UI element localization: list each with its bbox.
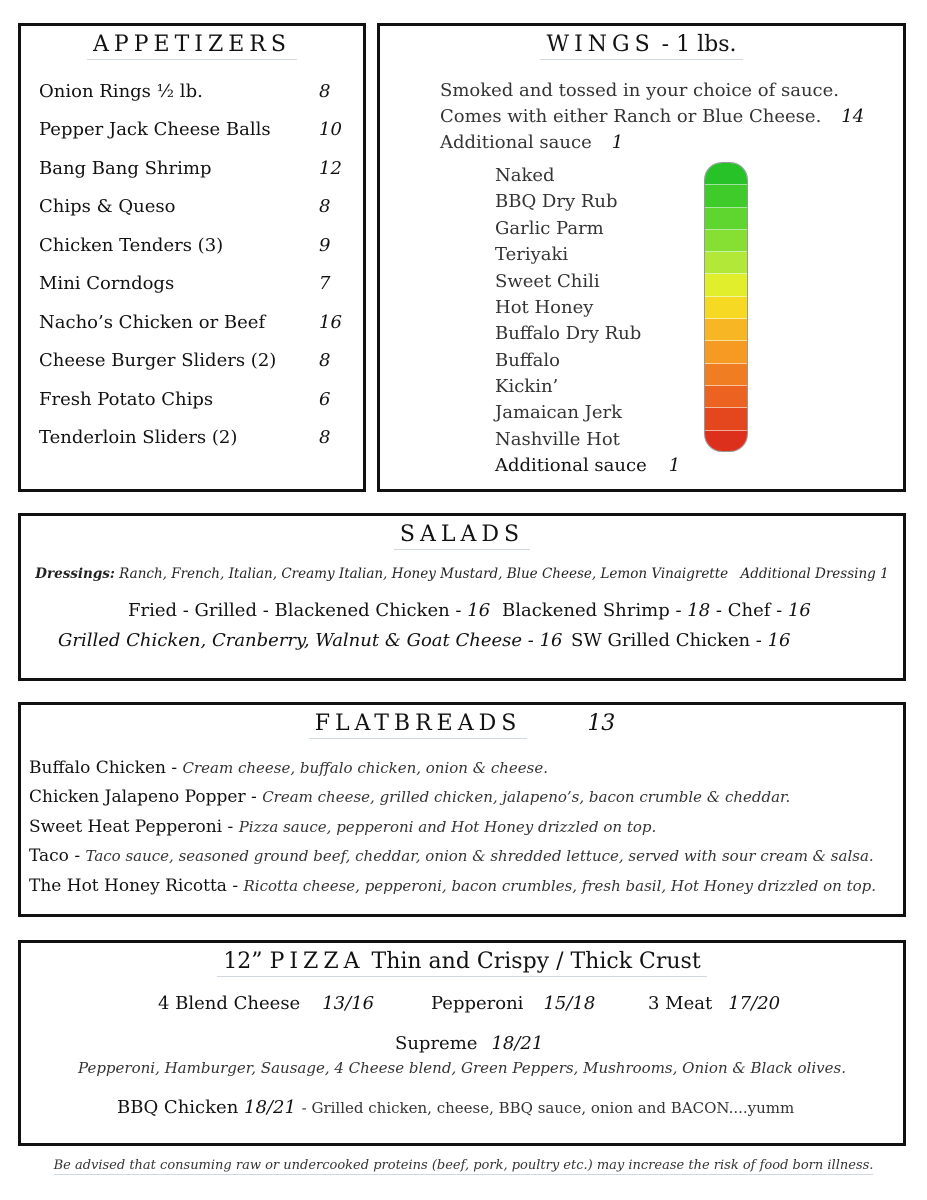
flatbread-item: Taco - Taco sauce, seasoned ground beef, cheddar, onion & shredded lettuce, served with sour cream & salsa. (29, 846, 874, 866)
food-safety-disclaimer: Be advised that consuming raw or undercooked proteins (beef, pork, poultry etc.) may increase the risk of food born illness. (53, 1158, 874, 1173)
heat-segment (705, 185, 747, 207)
pizza-pepperoni: Pepperoni 15/18 (431, 993, 596, 1014)
heat-segment (705, 386, 747, 408)
appetizer-name: Nacho’s Chicken or Beef (39, 312, 266, 333)
wings-title: WINGS - 1 lbs. (380, 32, 903, 60)
pizza-size: 12” (223, 949, 263, 974)
heat-segment (705, 274, 747, 296)
salad-sw-chicken: SW Grilled Chicken - 16 (571, 630, 791, 651)
pizza-price: 18/21 (491, 1033, 544, 1054)
flatbreads-price: 13 (587, 711, 616, 736)
heat-segment (705, 431, 747, 452)
flatbread-name: Taco (29, 846, 69, 866)
salad-chicken: Fried - Grilled - Blackened Chicken - 16 (128, 600, 491, 621)
heat-segment (705, 230, 747, 252)
pizza-3-meat: 3 Meat 17/20 (648, 993, 781, 1014)
additional-sauce-price: 1 (611, 132, 624, 153)
pizza-cheese: 4 Blend Cheese 13/16 (158, 993, 375, 1014)
appetizer-name: Cheese Burger Sliders (2) (39, 350, 277, 371)
flatbread-item: Chicken Jalapeno Popper - Cream cheese, grilled chicken, jalapeno’s, bacon crumble & cheddar. (29, 787, 791, 807)
appetizers-section (18, 23, 366, 492)
appetizer-name: Mini Corndogs (39, 273, 175, 294)
sauce-additional-price: 1 (668, 455, 681, 476)
pizza-price: 18/21 (244, 1097, 296, 1118)
salads-title: SALADS (21, 522, 903, 550)
pizza-section (18, 940, 906, 1146)
appetizer-item (39, 79, 339, 105)
appetizer-item (39, 117, 342, 143)
wings-price: 14 (841, 106, 865, 127)
flatbreads-title: FLATBREADS 13 (21, 711, 903, 739)
salad-price: 16 (467, 600, 491, 621)
salad-shrimp-chef: Blackened Shrimp - 18 - Chef - 16 (502, 600, 811, 621)
sauce-item: Sweet Chili (495, 271, 600, 292)
heat-segment (705, 208, 747, 230)
appetizer-item (39, 425, 339, 451)
appetizer-price: 8 (319, 81, 331, 102)
heat-scale-bar (704, 162, 748, 452)
appetizer-price: 9 (319, 235, 331, 256)
sauce-item: Nashville Hot (495, 429, 620, 450)
heat-segment (705, 364, 747, 386)
heat-segment (705, 252, 747, 274)
flatbread-desc: Cream cheese, buffalo chicken, onion & cheese. (182, 759, 548, 777)
appetizer-item (39, 387, 339, 413)
appetizer-name: Onion Rings ½ lb. (39, 81, 203, 102)
heat-segment (705, 319, 747, 341)
appetizer-item (39, 310, 342, 336)
pizza-bbq-desc: Grilled chicken, cheese, BBQ sauce, onion and BACON....yumm (311, 1099, 795, 1117)
appetizer-item (39, 348, 339, 374)
sauce-item: BBQ Dry Rub (495, 191, 618, 212)
appetizer-price: 16 (319, 312, 342, 333)
appetizer-price: 8 (319, 350, 331, 371)
appetizer-price: 8 (319, 427, 331, 448)
dressings-list: Ranch, French, Italian, Creamy Italian, Honey Mustard, Blue Cheese, Lemon Vinaigrette (119, 566, 729, 582)
pizza-title: 12” PIZZA Thin and Crispy / Thick Crust (21, 949, 903, 977)
sauce-item: Jamaican Jerk (495, 402, 623, 423)
pizza-supreme: Supreme 18/21 (395, 1033, 544, 1054)
flatbread-desc: Cream cheese, grilled chicken, jalapeno’s, bacon crumble & cheddar. (262, 788, 791, 806)
pizza-price: 17/20 (728, 993, 781, 1014)
pizza-supreme-desc: Pepperoni, Hamburger, Sausage, 4 Cheese blend, Green Peppers, Mushrooms, Onion & Black olives. (78, 1059, 846, 1077)
flatbread-name: Buffalo Chicken (29, 758, 166, 778)
flatbread-name: Chicken Jalapeno Popper (29, 787, 246, 807)
flatbreads-section (18, 702, 906, 917)
heat-segment (705, 297, 747, 319)
dressings-line (21, 566, 903, 582)
heat-segment (705, 163, 747, 185)
sauce-item: Buffalo (495, 350, 560, 371)
pizza-price: 13/16 (322, 993, 375, 1014)
salad-price: 16 (767, 630, 791, 651)
sauce-item: Kickin’ (495, 376, 559, 397)
appetizer-name: Pepper Jack Cheese Balls (39, 119, 271, 140)
dressings-label: Dressings: (35, 566, 115, 582)
wings-description: Smoked and tossed in your choice of sauce. (440, 80, 840, 101)
appetizer-item (39, 271, 339, 297)
appetizer-item (39, 194, 339, 220)
salad-price: 18 (687, 600, 711, 621)
appetizer-item (39, 233, 339, 259)
flatbread-item: Buffalo Chicken - Cream cheese, buffalo chicken, onion & cheese. (29, 758, 548, 778)
appetizer-name: Fresh Potato Chips (39, 389, 214, 410)
appetizer-name: Tenderloin Sliders (2) (39, 427, 238, 448)
wings-additional-sauce: Additional sauce 1 (440, 132, 624, 153)
sauce-item: Garlic Parm (495, 218, 604, 239)
sauce-additional: Additional sauce 1 (495, 455, 681, 476)
appetizer-name: Bang Bang Shrimp (39, 158, 212, 179)
appetizer-name: Chips & Queso (39, 196, 176, 217)
sauce-item: Naked (495, 165, 555, 186)
pizza-bbq-chicken: BBQ Chicken 18/21 - Grilled chicken, cheese, BBQ sauce, onion and BACON....yumm (117, 1097, 795, 1118)
salad-price: 16 (787, 600, 811, 621)
flatbread-desc: Ricotta cheese, pepperoni, bacon crumbles, fresh basil, Hot Honey drizzled on top. (243, 877, 877, 895)
wings-dip-note: Comes with either Ranch or Blue Cheese. 14 (440, 106, 865, 127)
pizza-crust: Thin and Crispy / Thick Crust (371, 949, 701, 974)
flatbread-item: The Hot Honey Ricotta - Ricotta cheese, pepperoni, bacon crumbles, fresh basil, Hot Honey drizzled on top. (29, 876, 877, 896)
heat-segment (705, 408, 747, 430)
sauce-item: Buffalo Dry Rub (495, 323, 642, 344)
salad-cranberry: Grilled Chicken, Cranberry, Walnut & Goat Cheese - 16 (58, 630, 563, 651)
flatbread-name: Sweet Heat Pepperoni (29, 817, 223, 837)
flatbread-item: Sweet Heat Pepperoni - Pizza sauce, pepperoni and Hot Honey drizzled on top. (29, 817, 657, 837)
pizza-price: 15/18 (543, 993, 596, 1014)
flatbread-name: The Hot Honey Ricotta (29, 876, 227, 896)
appetizer-price: 6 (319, 389, 331, 410)
appetizer-price: 8 (319, 196, 331, 217)
additional-dressing: Additional Dressing 1 (740, 566, 889, 582)
flatbread-desc: Taco sauce, seasoned ground beef, cheddar, onion & shredded lettuce, served with sour cream & salsa. (85, 847, 874, 865)
wings-section (377, 23, 906, 492)
salad-price: 16 (539, 630, 563, 651)
appetizer-price: 12 (319, 158, 342, 179)
appetizer-name: Chicken Tenders (3) (39, 235, 224, 256)
sauce-item: Teriyaki (495, 244, 569, 265)
heat-segment (705, 341, 747, 363)
flatbread-desc: Pizza sauce, pepperoni and Hot Honey drizzled on top. (238, 818, 657, 836)
appetizers-title: APPETIZERS (21, 32, 363, 60)
salads-section (18, 513, 906, 681)
appetizer-price: 10 (319, 119, 342, 140)
appetizer-price: 7 (319, 273, 331, 294)
sauce-item: Hot Honey (495, 297, 594, 318)
appetizer-item (39, 156, 342, 182)
